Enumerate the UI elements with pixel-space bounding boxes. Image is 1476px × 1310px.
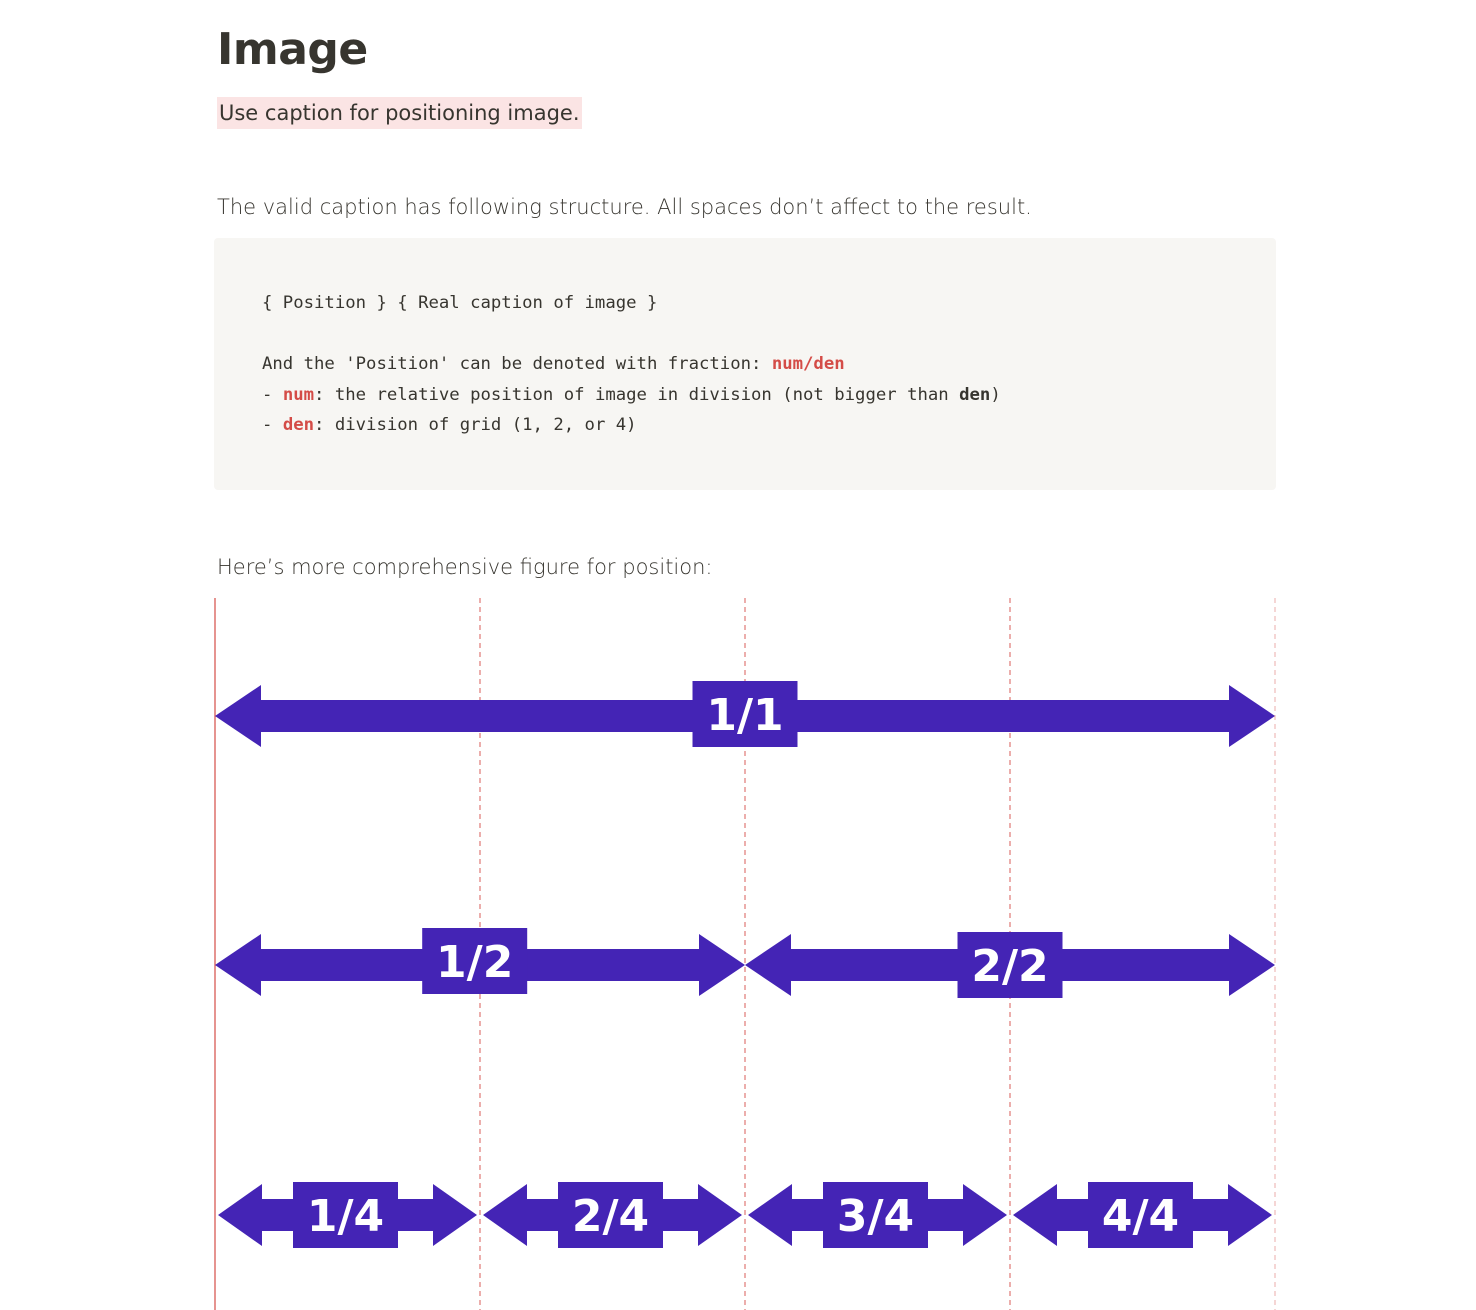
intro-paragraph: The valid caption has following structure. All spaces don’t affect to the result.: [217, 195, 1032, 219]
code-content: [262, 288, 1001, 441]
code-line-1: { Position } { Real caption of image }: [262, 293, 658, 313]
position-figure: [0, 598, 1476, 1310]
den-keyword: den: [282, 415, 315, 435]
num-keyword: num: [282, 384, 315, 405]
label-2-2: 2/2: [971, 941, 1049, 992]
label-1-2: 1/2: [436, 937, 514, 988]
label-1-4: 1/4: [306, 1191, 385, 1242]
label-4-4: 4/4: [1101, 1191, 1180, 1242]
code-line-4: - den: division of grid (1, 2, or 4): [262, 415, 637, 435]
page-title: Image: [217, 24, 368, 75]
label-2-4: 2/4: [571, 1191, 650, 1242]
den-bold: den: [959, 384, 991, 405]
code-line-3: - num: the relative position of image in division (not bigger than den): [262, 384, 1001, 405]
fraction-highlight: num/den: [771, 354, 845, 374]
code-line-2: And the 'Position' can be denoted with fraction: num/den: [262, 354, 845, 374]
code-block: [214, 238, 1276, 490]
figure-intro: Here’s more comprehensive figure for position:: [217, 555, 713, 579]
callout-highlight: Use caption for positioning image.: [217, 97, 582, 129]
label-3-4: 3/4: [836, 1191, 915, 1242]
label-1-1: 1/1: [706, 690, 784, 741]
